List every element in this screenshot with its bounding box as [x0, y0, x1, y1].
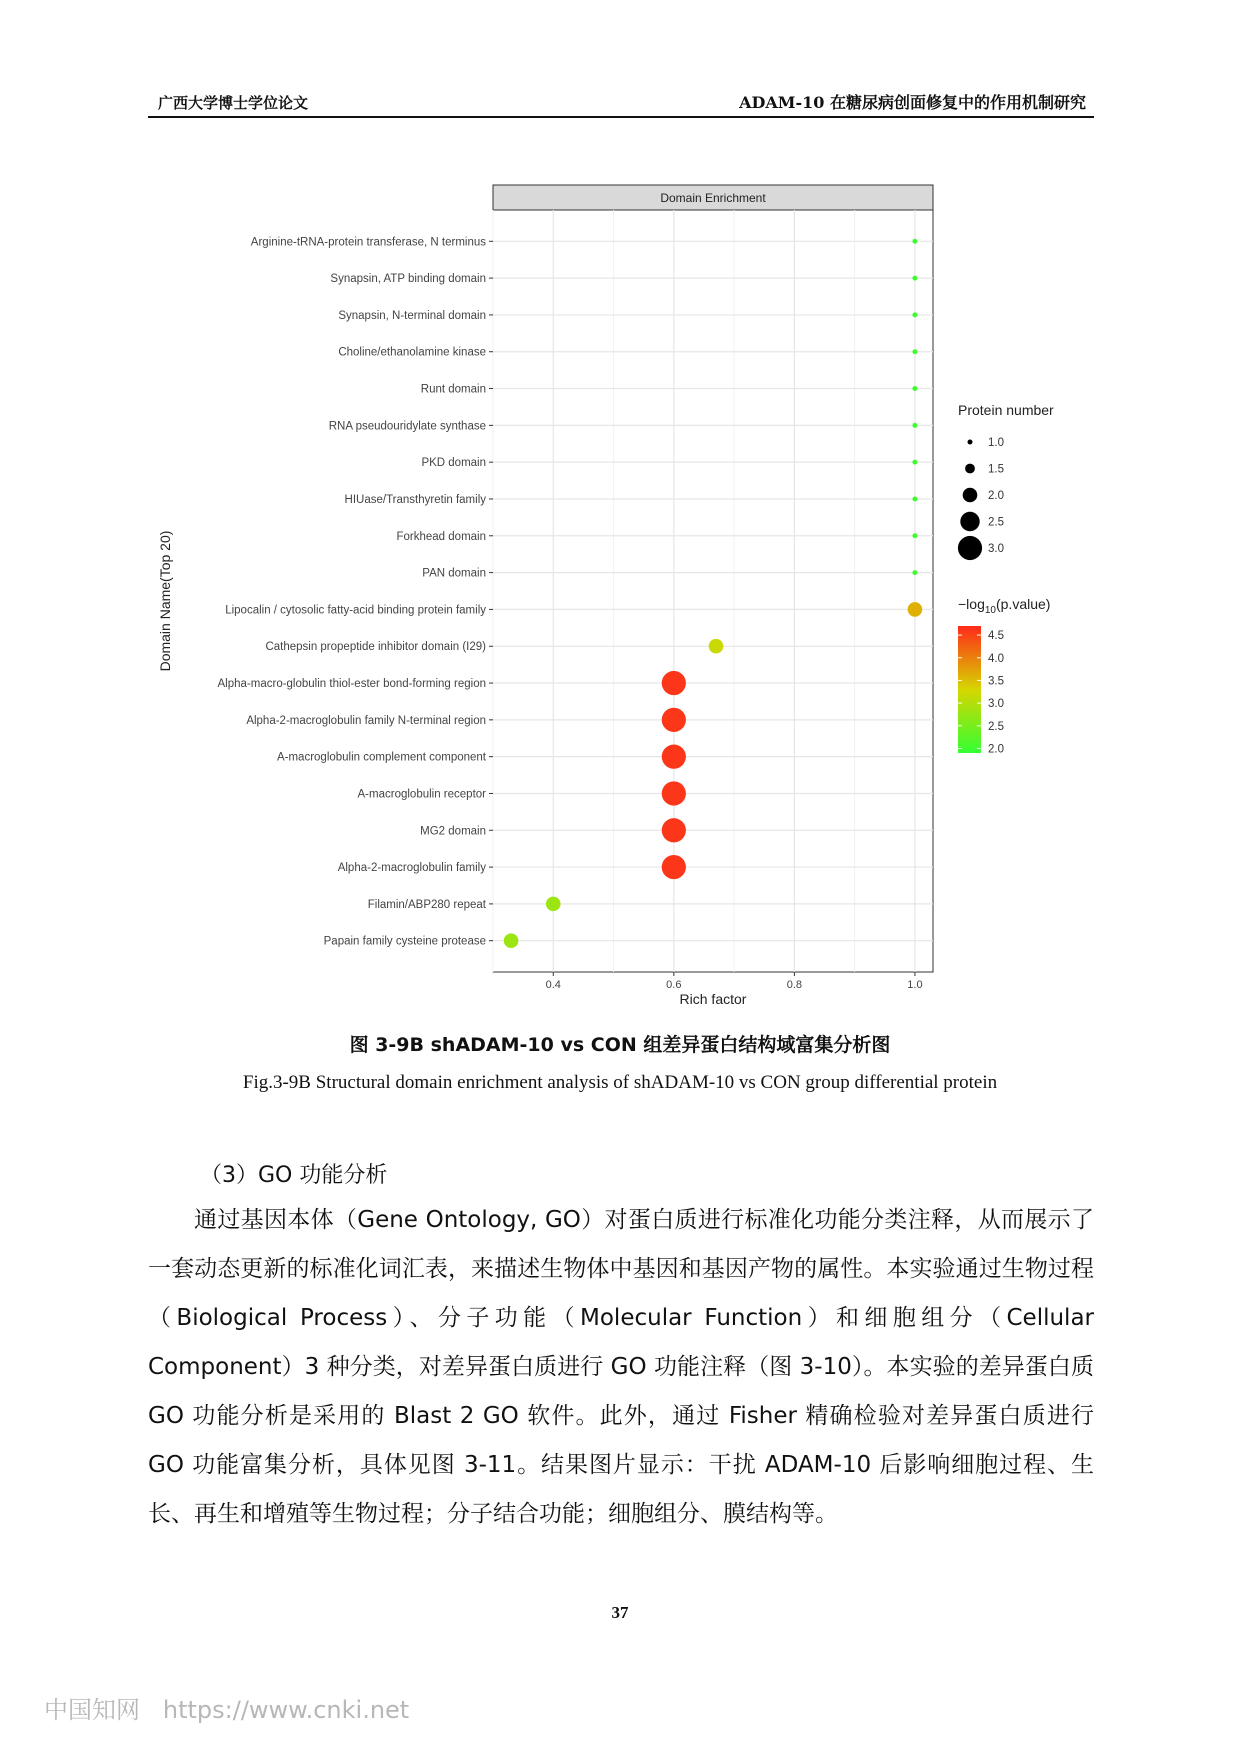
data-point: [912, 386, 917, 391]
y-category-label: Choline/ethanolamine kinase: [338, 346, 486, 359]
y-category-label: Lipocalin / cytosolic fatty-acid binding protein family: [225, 604, 486, 617]
domain-enrichment-chart: [148, 150, 1088, 1010]
size-legend-key: [968, 440, 973, 445]
y-category-label: Runt domain: [420, 383, 486, 396]
x-axis-title: Rich factor: [679, 991, 747, 1007]
data-point: [912, 460, 917, 465]
color-legend-label: 2.5: [988, 720, 1004, 733]
data-point: [908, 602, 923, 617]
y-category-label: HIUase/Transthyretin family: [344, 493, 486, 506]
color-legend-label: 4.5: [988, 630, 1004, 643]
size-legend-label: 1.0: [988, 437, 1004, 449]
data-point: [662, 745, 686, 769]
y-category-label: Arginine-tRNA-protein transferase, N terminus: [250, 236, 486, 249]
size-legend-key: [965, 464, 975, 474]
body-paragraph: 通过基因本体（Gene Ontology, GO）对蛋白质进行标准化功能分类注释，从而展示了一套动态更新的标准化词汇表，来描述生物体中基因和基因产物的属性。本实验通过生物过程（Biological Process）、分子功能（Molecular Function）和细胞组分（Cellular Component）3 种分类，对差异蛋白质进行 GO 功能注释（图 3-10）。本实验的差异蛋白质 GO 功能分析是采用的 Blast 2 GO 软件。此外，通过 Fisher 精确检验对差异蛋白质进行 GO 功能富集分析，具体见图 3-11。结果图片显示：干扰 ADAM-10 后影响细胞过程、生长、再生和增殖等生物过程；分子结合功能；细胞组分、膜结构等。: [148, 1207, 1094, 1527]
color-legend-label: 4.0: [988, 652, 1004, 665]
y-category-label: RNA pseudouridylate synthase: [328, 420, 486, 433]
y-category-label: Filamin/ABP280 repeat: [367, 898, 486, 911]
x-tick-label: 0.4: [545, 979, 561, 991]
header-left-title: 广西大学博士学位论文: [158, 94, 309, 112]
data-point: [662, 671, 686, 695]
data-point: [912, 533, 917, 538]
y-category-label: Alpha-macro-globulin thiol-ester bond-forming region: [217, 678, 486, 691]
y-category-label: Synapsin, N-terminal domain: [338, 309, 486, 322]
color-legend-title: $-\log_{10}(p.value)$: [958, 596, 1051, 616]
size-legend-key: [963, 488, 978, 503]
data-point: [912, 570, 917, 575]
size-legend-label: 2.0: [988, 490, 1004, 502]
data-point: [504, 933, 519, 948]
figure-caption-en: Fig.3-9B Structural domain enrichment analysis of shADAM-10 vs CON group differential protein: [242, 1072, 998, 1093]
size-legend-label: 3.0: [988, 543, 1004, 555]
size-legend-title: Protein number: [958, 402, 1054, 418]
data-point: [662, 708, 686, 732]
y-axis-title: Domain Name(Top 20): [157, 530, 173, 672]
color-legend-label: 2.0: [988, 743, 1004, 756]
data-point: [546, 897, 561, 912]
header-right-title: ADAM-10 在糖尿病创面修复中的作用机制研究: [739, 93, 1086, 112]
y-category-label: Forkhead domain: [396, 530, 486, 543]
data-point: [912, 312, 917, 317]
figure-caption-cn: 图 3-9B shADAM-10 vs CON 组差异蛋白结构域富集分析图: [349, 1034, 891, 1056]
data-point: [912, 239, 917, 244]
plot-panel: [493, 210, 933, 972]
y-category-label: Cathepsin propeptide inhibitor domain (I29): [265, 641, 486, 654]
color-legend-label: 3.5: [988, 675, 1004, 688]
page-header: [148, 88, 1094, 118]
x-tick-label: 0.6: [666, 979, 682, 991]
chart-title: Domain Enrichment: [660, 191, 766, 205]
y-category-label: Synapsin, ATP binding domain: [330, 273, 486, 286]
data-point: [912, 423, 917, 428]
y-category-label: PAN domain: [422, 567, 486, 580]
data-point: [662, 818, 686, 842]
y-category-label: Papain family cysteine protease: [323, 935, 486, 948]
data-point: [912, 276, 917, 281]
size-legend-label: 2.5: [988, 516, 1004, 529]
size-legend-label: 1.5: [988, 463, 1004, 476]
y-category-label: A-macroglobulin receptor: [357, 788, 486, 801]
color-legend-bar: [958, 626, 981, 753]
x-tick-label: 0.8: [786, 979, 803, 991]
data-point: [912, 349, 917, 354]
y-category-label: Alpha-2-macroglobulin family: [337, 862, 486, 875]
y-category-label: PKD domain: [421, 457, 486, 470]
size-legend-key: [958, 536, 982, 560]
data-point: [662, 781, 686, 805]
cnki-watermark: 中国知网 https://www.cnki.net: [44, 1696, 410, 1724]
size-legend-key: [960, 512, 979, 531]
color-legend-label: 3.0: [988, 698, 1004, 711]
y-category-label: MG2 domain: [420, 825, 486, 838]
y-category-label: A-macroglobulin complement component: [276, 751, 486, 764]
y-category-label: Alpha-2-macroglobulin family N-terminal region: [246, 714, 486, 727]
section-title: （3）GO 功能分析: [200, 1163, 388, 1188]
x-tick-label: 1.0: [907, 979, 923, 991]
data-point: [709, 639, 724, 654]
data-point: [662, 855, 686, 879]
data-point: [912, 496, 917, 501]
page-number: 37: [611, 1603, 629, 1622]
